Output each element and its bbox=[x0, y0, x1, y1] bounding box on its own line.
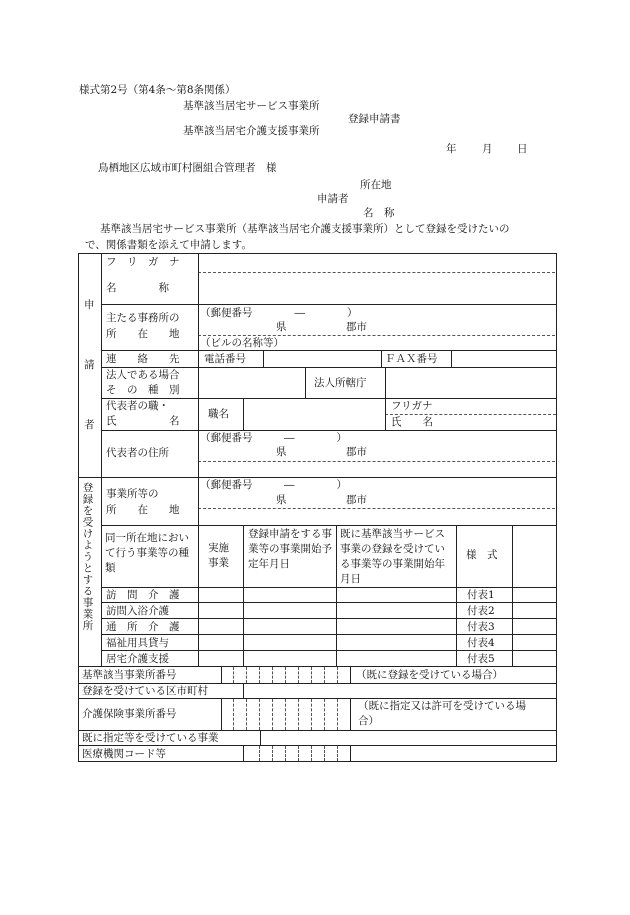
kijun-number-note: （既に登録を受けている場合） bbox=[356, 669, 503, 681]
body-line-2: で、関係書類を添えて申請します。 bbox=[85, 239, 252, 251]
service-name: 訪問入浴介護 bbox=[106, 605, 169, 617]
date-month: 月 bbox=[482, 143, 493, 155]
form-reference: 様式第2号（第4条～第8条関係） bbox=[79, 84, 236, 96]
corp-authority-field[interactable] bbox=[388, 370, 553, 396]
service-form: 付表5 bbox=[467, 653, 495, 665]
rep-name-label: 氏 名 bbox=[391, 416, 433, 428]
office-location-city: 郡市 bbox=[346, 494, 367, 506]
side-label-shin: 申 bbox=[84, 299, 95, 311]
office-location-postal[interactable]: （郵便番号 ― ） bbox=[200, 479, 347, 491]
corp-type-label-2: そ の 種 別 bbox=[106, 384, 180, 396]
furigana-label: フ リ ガ ナ bbox=[106, 256, 180, 268]
title-line-1: 基準該当居宅サービス事業所 bbox=[183, 100, 320, 112]
office-postal[interactable]: （郵便番号 ― ） bbox=[200, 307, 358, 319]
office-address-label-2: 所 在 地 bbox=[106, 328, 180, 340]
fax-field[interactable] bbox=[454, 352, 554, 365]
fax-label: ＦＡＸ番号 bbox=[385, 353, 438, 365]
services-header: 同一所在地において行う事業等の種類 bbox=[105, 532, 189, 574]
designated-business-label: 既に指定等を受けている事業 bbox=[82, 732, 219, 744]
addressee: 鳥栖地区広域市町村圏組合管理者 様 bbox=[98, 162, 277, 174]
office-location-label-1: 事業所等の bbox=[106, 488, 159, 500]
contact-label: 連 絡 先 bbox=[106, 353, 180, 365]
insurance-number-label: 介護保険事業所番号 bbox=[82, 708, 177, 720]
col-implement: 実施事業 bbox=[208, 542, 229, 569]
rep-address-label: 代表者の住所 bbox=[106, 447, 169, 459]
corp-type-label-1: 法人である場合 bbox=[106, 369, 180, 381]
service-name: 居宅介護支援 bbox=[106, 653, 169, 665]
body-line-1: 基準該当居宅サービス事業所（基準該当居宅介護支援事業所）として登録を受けたいの bbox=[100, 223, 510, 235]
medical-code-label: 医療機関コード等 bbox=[82, 748, 166, 760]
rep-title-label-1: 代表者の職・ bbox=[106, 400, 169, 412]
title-suffix: 登録申請書 bbox=[348, 113, 401, 125]
kijun-number-label: 基準該当事業所番号 bbox=[82, 669, 177, 681]
side-label-sei: 請 bbox=[84, 359, 95, 371]
corp-authority-label: 法人所轄庁 bbox=[314, 377, 367, 389]
office-address-label-1: 主たる事務所の bbox=[106, 312, 180, 324]
date-day: 日 bbox=[517, 143, 528, 155]
title-line-2: 基準該当居宅介護支援事業所 bbox=[183, 125, 320, 137]
applicant-address-label: 所在地 bbox=[360, 179, 392, 191]
office-location-label-2: 所 在 地 bbox=[106, 504, 180, 516]
applicant-label: 申請者 bbox=[317, 193, 349, 205]
insurance-note-2: 合） bbox=[358, 715, 379, 727]
col-start-planned: 登録申請をする事業等の事業開始予定年月日 bbox=[248, 528, 332, 570]
office-city: 郡市 bbox=[346, 321, 367, 333]
office-prefecture: 県 bbox=[276, 321, 287, 333]
service-form: 付表2 bbox=[467, 605, 495, 617]
service-form: 付表4 bbox=[467, 637, 495, 649]
registered-city-label: 登録を受けている区市町村 bbox=[82, 685, 208, 697]
col-form: 様 式 bbox=[466, 549, 498, 561]
rep-furigana-label: フリガナ bbox=[391, 400, 433, 412]
office-building[interactable]: （ビルの名称等） bbox=[200, 337, 284, 349]
service-name: 通 所 介 護 bbox=[106, 621, 180, 633]
service-form: 付表1 bbox=[467, 589, 495, 601]
service-name: 訪 問 介 護 bbox=[106, 589, 180, 601]
rep-title-label-2: 氏 名 bbox=[106, 415, 180, 427]
furigana-field[interactable] bbox=[203, 259, 553, 271]
rep-postal[interactable]: （郵便番号 ― ） bbox=[200, 432, 347, 444]
phone-field[interactable] bbox=[266, 352, 378, 365]
rep-city: 郡市 bbox=[346, 446, 367, 458]
rep-job-label: 職名 bbox=[208, 408, 229, 420]
col-already: 既に基準該当サービス事業の登録を受けている事業等の事業開始年月日 bbox=[340, 528, 445, 585]
name-field[interactable] bbox=[203, 276, 553, 302]
service-name: 福祉用具貸与 bbox=[106, 637, 169, 649]
rep-prefecture: 県 bbox=[276, 446, 287, 458]
date-year: 年 bbox=[446, 143, 457, 155]
insurance-note-1: （既に指定又は許可を受けている場 bbox=[358, 700, 526, 712]
corp-type-field[interactable] bbox=[201, 370, 302, 396]
name-label: 名 称 bbox=[106, 282, 169, 294]
rep-job-field[interactable] bbox=[246, 400, 382, 428]
side-label-sha: 者 bbox=[84, 419, 95, 431]
service-form: 付表3 bbox=[467, 621, 495, 633]
applicant-name-label: 名 称 bbox=[363, 207, 395, 219]
office-location-prefecture: 県 bbox=[276, 494, 287, 506]
office-side-label: 登録を受けようとする事業所 bbox=[81, 482, 94, 632]
phone-label: 電話番号 bbox=[204, 353, 246, 365]
